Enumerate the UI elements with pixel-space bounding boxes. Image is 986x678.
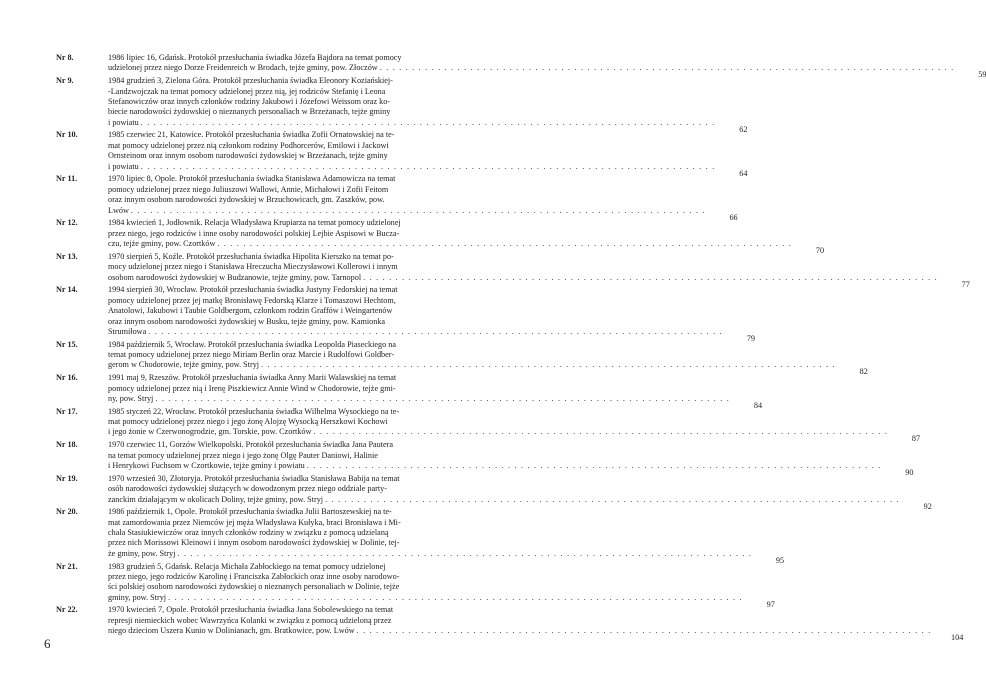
entry-line: przez niego, jego rodziców i inne osoby narodowości polskiej Lejbie Aspisowi w Bucza- — [108, 228, 400, 238]
entry-line: i powiatu . . . 64 — [108, 162, 717, 172]
entry-line: i jego żonie w Czerwonogrodzie, gm. Torskie, pow. Czortków . . . 87 — [108, 427, 890, 437]
dot-leader — [313, 427, 888, 437]
entry-line: temat pomocy udzielonej przez niego Miriam Berlin oraz Marcie i Rudolfowi Goldber- — [108, 350, 395, 360]
toc-entry — [56, 53, 986, 80]
entry-number: Nr 22. — [56, 605, 78, 615]
entry-line: -Landzwojczak na temat pomocy udzielonej przez nią, jej rodziców Stefanię i Leona — [108, 86, 386, 96]
entry-description — [108, 339, 868, 377]
entry-page-number: 59 — [978, 70, 986, 80]
dot-leader — [357, 626, 932, 636]
entry-line: 1970 sierpień 5, Koźle. Protokół przesłuchania świadka Hipolita Kierszko na temat po- — [108, 251, 394, 261]
entry-line: 1970 lipiec 8, Opole. Protokół przesłuchania świadka Stanisława Adamowicza na temat — [108, 174, 396, 184]
dot-leader — [217, 239, 792, 249]
dot-leader — [177, 549, 752, 559]
entry-line: oraz innym osobom narodowości żydowskiej w Brzuchowicach, gm. Zaszków, pow. — [108, 195, 385, 205]
entry-line: mat pomocy udzielonej przez nią członkom rodziny Podhorcerów, Emilowi i Jackowi — [108, 140, 389, 150]
entry-number: Nr 10. — [56, 130, 78, 140]
entry-number: Nr 11. — [56, 174, 78, 184]
entry-page-number: 70 — [815, 246, 825, 256]
entry-page-number: 92 — [923, 501, 932, 511]
dot-leader — [380, 63, 955, 73]
entry-number: Nr 18. — [56, 440, 78, 450]
page-number: 6 — [44, 636, 51, 651]
dot-leader — [141, 162, 716, 172]
toc-entry — [56, 406, 921, 444]
entry-line: ny, pow. Stryj . . . 84 — [108, 394, 732, 404]
entry-line: i Henrykowi Fuchsom w Czortkowie, tejże gminy i powiatu . . . 90 — [108, 461, 883, 471]
dot-leader — [141, 118, 716, 128]
toc-entry — [56, 440, 914, 477]
entry-line: 1994 sierpień 30, Wrocław. Protokół przesłuchania świadka Justyny Fedorskiej na temat — [108, 285, 398, 295]
entry-line: Anatolowi, Jakubowi i Taubie Goldbergom, członkom rodzin Graffów i Weingartenów — [108, 306, 393, 316]
entry-page-number: 62 — [739, 124, 748, 134]
entry-line: i powiatu . . . 62 — [108, 118, 717, 128]
entry-page-number: 82 — [859, 367, 868, 377]
entry-line: pomocy udzielonej przez jej matkę Bronisławę Fedorską Klarze i Tomaszowi Hechtom, — [108, 295, 396, 305]
toc-entry — [56, 507, 785, 565]
entry-page-number: 64 — [739, 168, 748, 178]
entry-line: 1985 styczeń 22, Wrocław. Protokół przesłuchania świadka Wilhelma Wysockiego na te- — [108, 406, 400, 416]
entry-line: mat pomocy udzielonej przez niego i jego żonę Alojzę Wysocką Herszkowi Kochowi — [108, 417, 388, 427]
entry-description — [108, 406, 921, 444]
entry-description — [108, 473, 932, 511]
entry-line: 1983 grudzień 5, Gdańsk. Relacja Michała Zabłockiego na temat pomocy udzielonej — [108, 561, 386, 571]
entry-page-number: 77 — [961, 279, 970, 289]
entry-line: na temat pomocy udzielonej przez niego i jego żonę Olgę Pauter Daniowi, Halinie — [108, 450, 378, 460]
entry-line: mat zamordowania przez Niemców jej męża Władysława Kułyka, braci Bronisława i Mi- — [108, 517, 401, 527]
entry-line: 1970 wrzesień 30, Złotoryja. Protokół przesłuchania świadka Stanisława Babija na temat — [108, 473, 400, 483]
entry-line: gminy, pow. Stryj . . . 97 — [108, 593, 745, 603]
entry-line: 1984 październik 5, Wrocław. Protokół przesłuchania świadka Leopolda Piaseckiego na — [108, 339, 396, 349]
entry-page-number: 97 — [766, 599, 775, 609]
dot-leader — [307, 461, 882, 471]
entry-number: Nr 12. — [56, 218, 78, 228]
entry-description — [108, 251, 970, 289]
dot-leader — [363, 273, 938, 283]
entry-line: Strumiłowa . . . 79 — [108, 327, 725, 337]
entry-line: 1986 październik 1, Opole. Protokół przesłuchania świadka Julii Bartoszewskiej na te- — [108, 507, 392, 517]
entry-line: represji niemieckich wobec Wawrzyńca Kolanki w związku z pomocą udzieloną przez — [108, 615, 392, 625]
entry-line: chała Stasiukiewiczów oraz innych członków rodziny w związku z pomocą udzielaną — [108, 528, 389, 538]
toc-entry — [56, 339, 868, 377]
entry-line: Ornsteinom oraz innym osobom narodowości żydowskiej w Brzeżanach, tejże gminy — [108, 151, 388, 161]
dot-leader — [131, 206, 706, 216]
dot-leader — [261, 360, 836, 370]
entry-line: 1991 maj 9, Rzeszów. Protokół przesłuchania świadka Anny Marii Walawskiej na temat — [108, 373, 397, 383]
dot-leader — [325, 495, 900, 505]
entry-line: przez nich Morissowi Kleinowi i innym osobom narodowości żydowskiej w Dolinie, tej- — [108, 538, 400, 548]
entry-page-number: 87 — [911, 434, 921, 444]
entry-description — [108, 373, 763, 410]
entry-line: 1986 lipiec 16, Gdańsk. Protokół przesłuchania świadka Józefa Bajdora na temat pomocy — [108, 53, 402, 62]
entry-description — [108, 440, 914, 477]
entry-page-number: 84 — [753, 400, 763, 410]
entry-number: Nr 14. — [56, 285, 78, 295]
entry-line: udzielonej przez niego Dorze Freidenreich w Brodach, tejże gminy, pow. Złoczów . . . 59 — [108, 63, 956, 73]
entry-line: mocy udzielonej przez niego i Stanisława Hreczucha Mieczysławowi Kollerowi i innym — [108, 262, 398, 272]
entry-page-number: 104 — [951, 633, 964, 643]
entry-line: pomocy udzielonej przez niego Juliuszowi Wallowi, Annie, Michałowi i Zofii Feitom — [108, 184, 389, 194]
toc-entry — [56, 473, 932, 511]
entry-line: niego dzieciom Uszera Kunio w Dolinianach, gm. Bratkowice, pow. Lwów . . . 104 — [108, 626, 933, 636]
entry-line: pomocy udzielonej przez nią i Irenę Piszkiewicz Annie Wind w Chodorowie, tejże gmi- — [108, 383, 396, 393]
entry-number: Nr 13. — [56, 251, 78, 261]
entry-line: biecie narodowości żydowskiej o nieznanych personaliach w Brzeżanach, tejże gminy — [108, 107, 391, 117]
entry-description — [108, 174, 738, 222]
entry-page-number: 66 — [729, 212, 738, 222]
entry-line: Stefanowiczów oraz innych członków rodziny Jakubowi i Józefowi Weissom oraz ko- — [108, 96, 391, 106]
toc-entry — [56, 251, 970, 289]
entry-line: przez niego, jego rodziców Karolinę i Franciszka Zabłockich oraz inne osoby narodowo- — [108, 571, 400, 581]
entry-line: osób narodowości żydowskiej służących w dowodzonym przez niego oddziale party- — [108, 484, 387, 494]
toc-entry — [56, 605, 964, 643]
entry-line: 1970 kwiecień 7, Opole. Protokół przesłuchania świadka Jana Sobolewskiego na temat — [108, 605, 394, 615]
entry-number: Nr 16. — [56, 373, 78, 383]
entry-page-number: 90 — [905, 468, 914, 477]
entry-page-number: 95 — [775, 555, 785, 565]
entry-description — [108, 605, 964, 643]
entry-number: Nr 21. — [56, 561, 78, 571]
entry-line: Lwów . . . 66 — [108, 206, 708, 216]
entry-page-number: 79 — [746, 333, 755, 343]
dot-leader — [148, 327, 723, 337]
entry-line: 1984 kwiecień 1, Jodłownik. Relacja Władysława Krupiarza na temat pomocy udzielonej — [108, 218, 401, 228]
entry-line: 1970 czerwiec 11, Gorzów Wielkopolski. Protokół przesłuchania świadka Jana Pautera — [108, 440, 394, 450]
toc-entry — [56, 76, 748, 134]
entry-number: Nr 17. — [56, 406, 78, 416]
entry-number: Nr 15. — [56, 339, 78, 349]
entry-description — [108, 285, 755, 343]
entry-line: oraz innym osobom narodowości żydowskiej w Busku, tejże gminy, pow. Kamionka — [108, 316, 386, 326]
toc-entry — [56, 174, 738, 222]
toc-entry — [56, 285, 755, 343]
entry-line: 1985 czerwiec 21, Katowice. Protokół przesłuchania świadka Zofii Ornatowskiej na te- — [108, 130, 395, 140]
entry-number: Nr 9. — [56, 76, 74, 86]
dot-leader — [155, 394, 730, 404]
entry-line: że gminy, pow. Stryj . . . 95 — [108, 549, 754, 559]
entry-description — [108, 561, 775, 609]
entry-number: Nr 20. — [56, 507, 78, 517]
entry-line: ści polskiej osobom narodowości żydowskiej o nieznanych personaliach w Dolinie, tejże — [108, 582, 400, 592]
entry-line: 1984 grudzień 3, Zielona Góra. Protokół przesłuchania świadka Eleonory Koziańskiej- — [108, 76, 393, 86]
toc-entry — [56, 373, 763, 410]
entry-line: gerom w Chodorowie, tejże gminy, pow. Stryj . . . 82 — [108, 360, 838, 370]
entry-description — [108, 507, 785, 565]
entry-line: osobom narodowości żydowskiej w Budzanowie, tejże gminy, pow. Tarnopol . . . 77 — [108, 273, 940, 283]
toc-entry — [56, 561, 775, 609]
entry-description — [108, 53, 986, 80]
entry-description — [108, 130, 748, 178]
toc-entry — [56, 130, 748, 178]
entry-number: Nr 19. — [56, 473, 78, 483]
dot-leader — [168, 593, 743, 603]
entry-line: zanckim działającym w okolicach Doliny, tejże gminy, pow. Stryj . . . 92 — [108, 495, 902, 505]
entry-line: czu, tejże gminy, pow. Czortków . . . 70 — [108, 239, 794, 249]
entry-number: Nr 8. — [56, 53, 74, 62]
table-of-contents — [56, 53, 986, 643]
entry-description — [108, 76, 748, 134]
